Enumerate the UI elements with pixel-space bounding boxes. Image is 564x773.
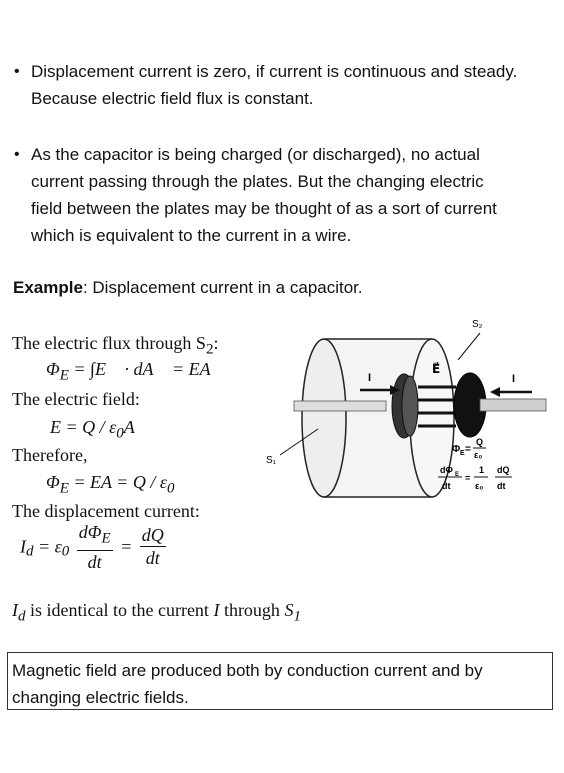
dq-label: dQ xyxy=(497,465,510,475)
eps-sub: 0 xyxy=(116,425,124,442)
current-label-right: I xyxy=(512,373,516,385)
bullet-2-line-1: As the capacitor is being charged (or discharged), no actual xyxy=(31,145,480,164)
bullet-1-line-2: Because electric field flux is constant. xyxy=(31,89,314,108)
displacement-intro: The displacement current: xyxy=(12,501,200,521)
id-sub-stmt: d xyxy=(18,608,26,625)
equals-sign: = xyxy=(120,536,133,557)
capacitor-diagram xyxy=(266,315,552,515)
id-symbol: I xyxy=(20,536,26,557)
conclusion-box xyxy=(7,652,553,710)
bullet-2-text xyxy=(31,141,551,249)
flux-eq-rest: = ∫E⃗ · dA⃗ = EA xyxy=(68,359,211,379)
phi-equals: = xyxy=(465,444,471,455)
dphi: dΦ xyxy=(78,522,102,542)
field-intro: The electric field: xyxy=(12,389,140,409)
id-symbol-stmt: I xyxy=(12,600,18,620)
cylinder-left-end xyxy=(302,339,346,497)
frac-num-2: dQ xyxy=(141,525,164,546)
field-equation xyxy=(50,417,135,443)
bullet-dot: • xyxy=(14,146,20,163)
frac-den-2: dt xyxy=(145,548,160,569)
conclusion-line-2: changing electric fields. xyxy=(12,688,189,707)
therefore-eq-rest: = EA = Q / ε xyxy=(68,472,167,492)
conclusion-line-1: Magnetic field are produced both by conduction current and by xyxy=(12,661,483,680)
conclusion-text xyxy=(12,657,542,711)
current-symbol-stmt: I xyxy=(213,600,220,620)
s-symbol-stmt: S xyxy=(284,600,294,620)
field-eq-text: E = Q / ε xyxy=(50,417,117,437)
current-arrow-right-head xyxy=(490,387,500,397)
flux-intro-text: The electric flux through S xyxy=(12,333,206,353)
example-label: Example xyxy=(13,278,83,297)
phi-eps0: ε₀ xyxy=(474,450,483,460)
frac-num xyxy=(77,521,113,551)
statement-end: through xyxy=(219,600,285,620)
phi-symbol-2: Φ xyxy=(46,472,60,492)
bullet-1-text xyxy=(31,58,551,112)
frac-den: dt xyxy=(87,551,102,572)
phi-q: Q xyxy=(476,437,484,447)
wire-right xyxy=(480,399,546,411)
field-eq-end: A xyxy=(123,417,135,437)
dphi-equals: = xyxy=(465,473,471,483)
phi-sub-label: E xyxy=(460,450,465,457)
s2-label: S₂ xyxy=(472,319,483,330)
example-heading xyxy=(13,278,363,298)
one-label: 1 xyxy=(479,465,485,475)
phi-label: Φ xyxy=(452,444,461,455)
s-sub-stmt: 1 xyxy=(293,608,301,625)
bullet-2-line-2: current passing through the plates. But the changing electric xyxy=(31,172,484,191)
s1-label: S₁ xyxy=(266,455,277,466)
plate-left-face xyxy=(402,376,418,436)
flux-intro-end: : xyxy=(213,333,219,353)
displacement-equation xyxy=(20,521,169,573)
bullet-2-line-4: which is equivalent to the current in a wire. xyxy=(31,226,352,245)
bullet-1-line-1: Displacement current is zero, if current is continuous and steady. xyxy=(31,62,518,81)
phi-symbol: Φ xyxy=(46,359,60,379)
statement xyxy=(12,600,301,626)
field-label: E⃗ xyxy=(432,362,441,376)
dq-dt: dt xyxy=(497,481,506,491)
id-sub: d xyxy=(26,543,34,560)
current-label-left: I xyxy=(368,372,372,384)
eps-sub-3: 0 xyxy=(61,543,70,560)
phi-sub: E xyxy=(59,367,69,384)
eps0-label: ε₀ xyxy=(475,481,484,491)
phi-sub-2: E xyxy=(59,480,69,497)
therefore-equation xyxy=(46,472,174,498)
dphi-label: dΦ xyxy=(440,465,453,475)
dphi-sub: E xyxy=(101,530,111,547)
dphi-dt: dt xyxy=(442,481,451,491)
s2-leader xyxy=(458,333,480,360)
eps-sub-2: 0 xyxy=(166,480,175,497)
dphi-sub-label: E xyxy=(455,472,460,478)
flux-equation xyxy=(46,359,211,385)
statement-mid: is identical to the current xyxy=(25,600,214,620)
wire-left xyxy=(294,401,386,411)
flux-intro xyxy=(12,333,218,359)
bullet-dot: • xyxy=(14,63,20,80)
fraction-dq-dt xyxy=(140,524,166,569)
fraction-dphi-dt xyxy=(77,521,113,573)
therefore: Therefore, xyxy=(12,445,88,465)
example-text: : Displacement current in a capacitor. xyxy=(82,278,363,297)
bullet-2-line-3: field between the plates may be thought of as a sort of current xyxy=(31,199,497,218)
eps-equals: = ε xyxy=(38,536,62,557)
flux-intro-sub: 2 xyxy=(205,341,214,358)
